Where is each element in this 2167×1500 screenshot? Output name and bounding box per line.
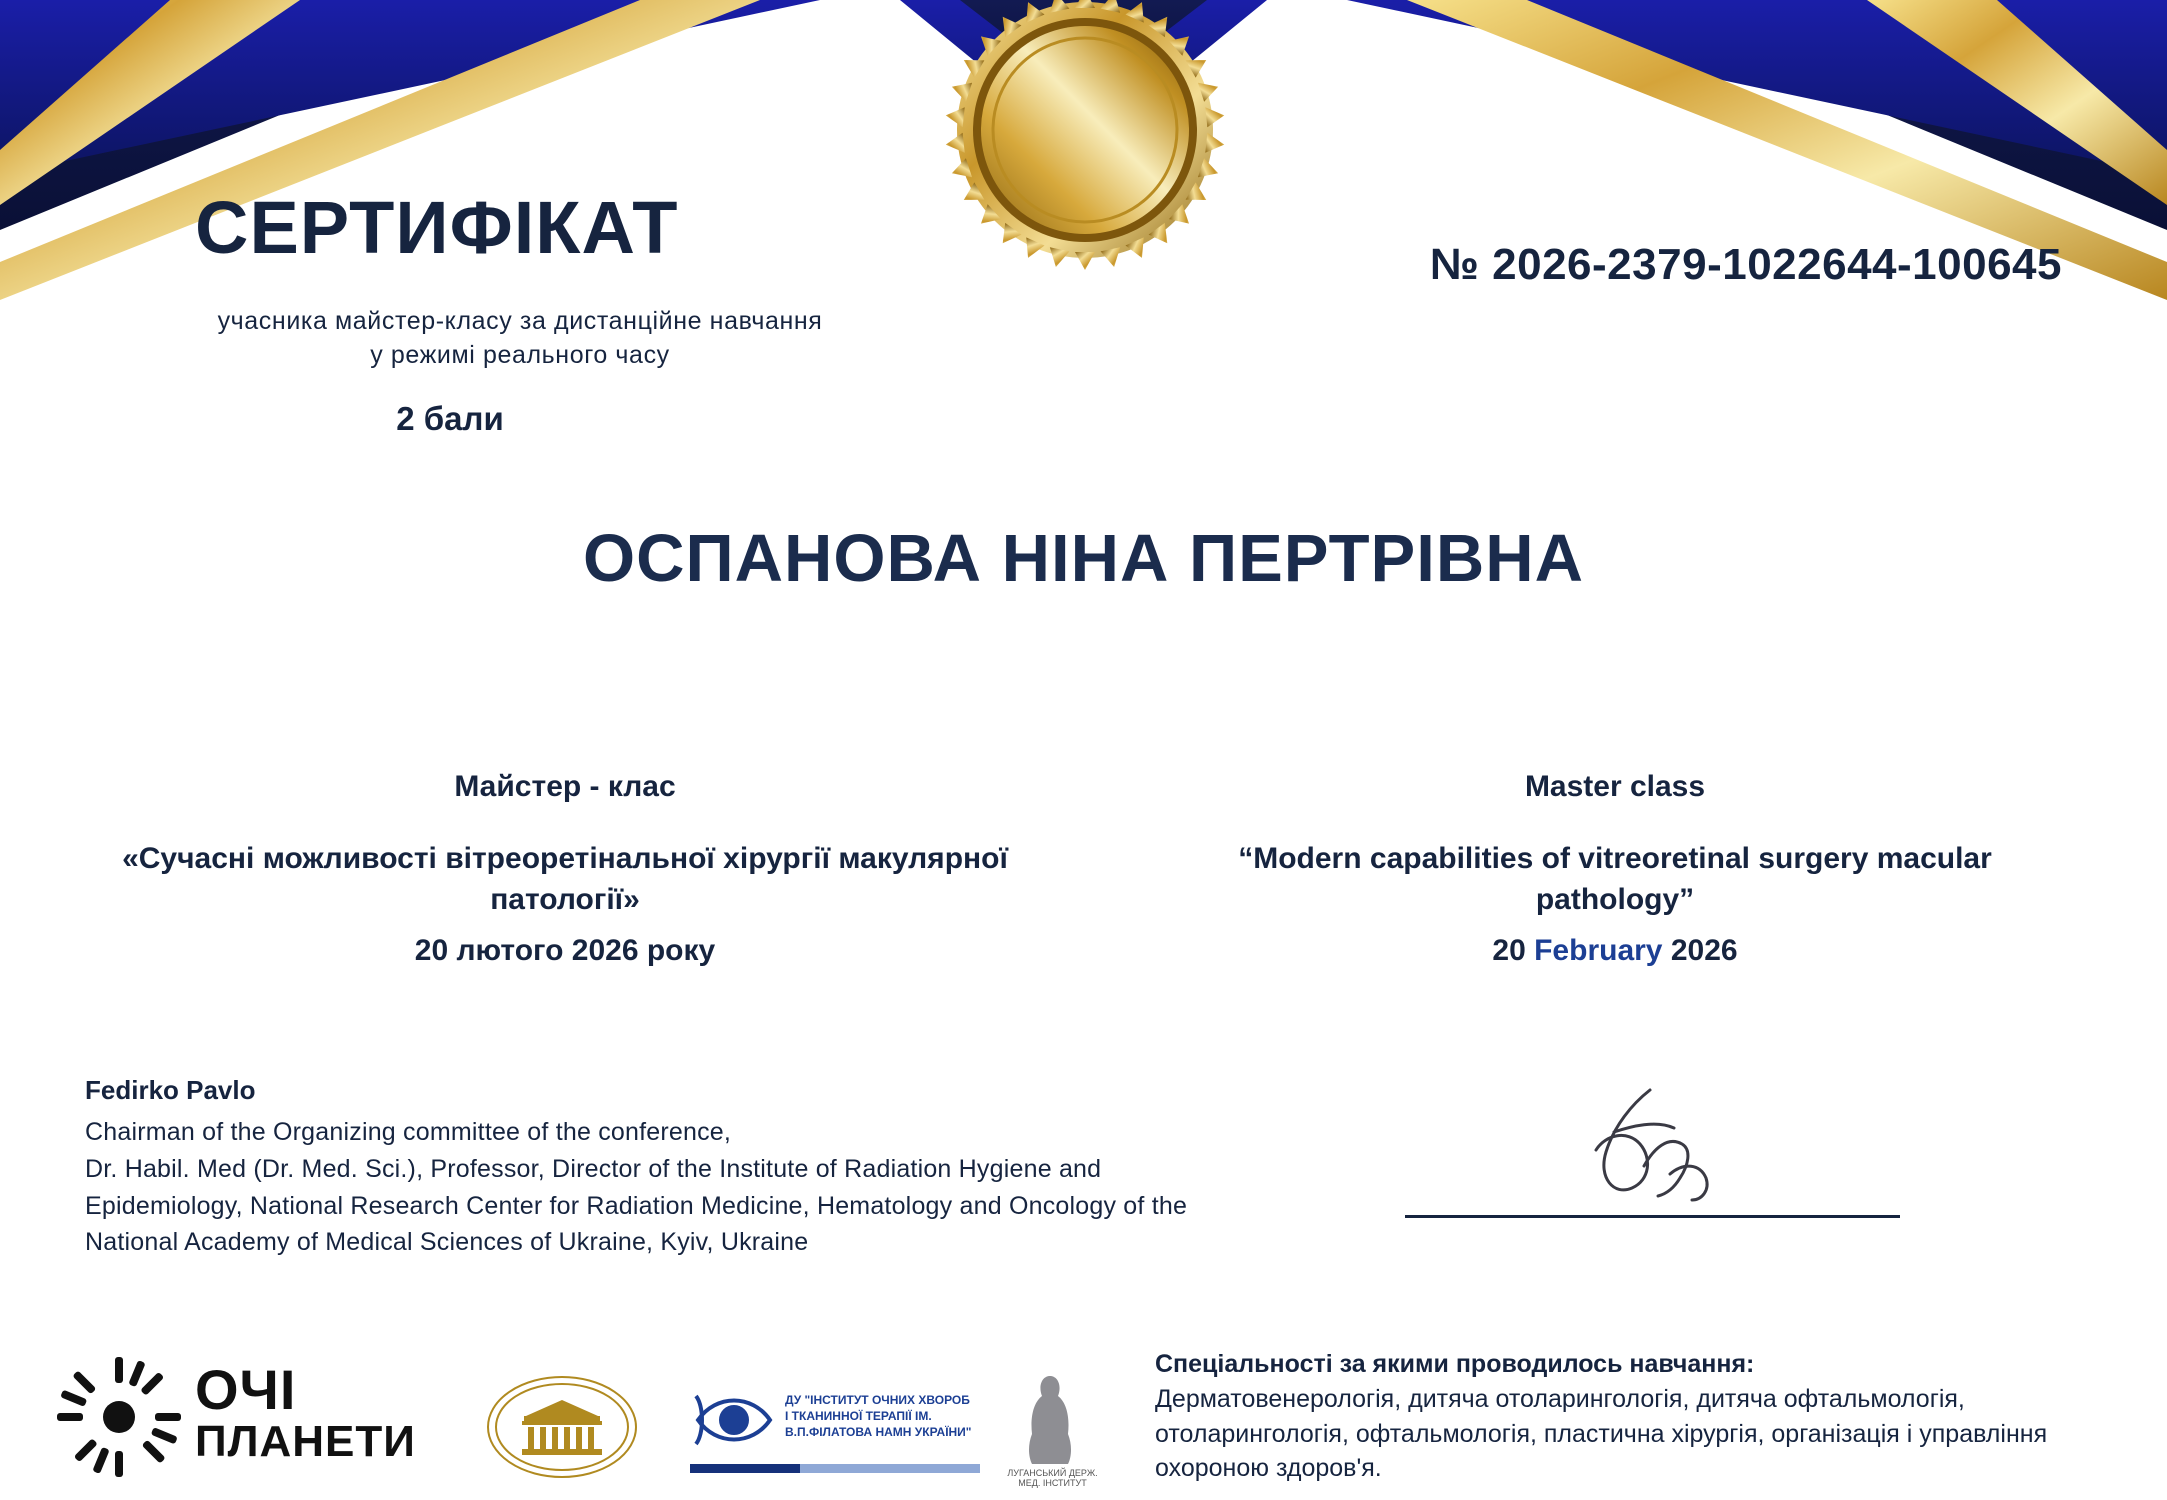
certificate-points: 2 бали [396, 400, 504, 437]
event-date-year-en: 2026 [1670, 934, 1738, 967]
certificate-number: № 2026-2379-1022644-100645 [1429, 240, 2062, 289]
event-date-day-en: 20 [1492, 934, 1526, 967]
handwritten-signature-icon [1400, 1070, 1920, 1230]
certificate-title: СЕРТИФІКАТ [195, 186, 679, 269]
ochi-planety-line1: ОЧІ [195, 1358, 297, 1421]
event-block-uk [60, 770, 1070, 968]
signatory-line-2: Dr. Habil. Med (Dr. Med. Sci.), Professor, Director of the Institute of Radiation Hygiene and [85, 1154, 1102, 1183]
certificate-subtitle-line1: учасника майстер-класу за дистанційне навчання [217, 307, 823, 335]
event-date-uk: 20 лютого 2026 року [414, 934, 716, 967]
ochi-planety-line2: ПЛАНЕТИ [195, 1417, 416, 1466]
event-heading-en: Master class [1524, 770, 1706, 803]
eye-fish-icon [690, 1380, 780, 1460]
signatory-name: Fedirko Pavlo [85, 1075, 256, 1105]
specialities-line-3: охороною здоров'я. [1155, 1454, 1382, 1482]
academy-crest-logo [480, 1370, 645, 1485]
filatov-institute-text: ДУ "ІНСТИТУТ ОЧНИХ ХВОРОБ І ТКАНИННОЇ ТЕРАПІЇ ІМ. В.П.ФІЛАТОВА НАМН УКРАЇНИ" [785, 1393, 972, 1440]
event-topic-uk: «Сучасні можливості вітреоретінальної хірургії макулярної патології» [122, 842, 1008, 916]
signature-rule [1405, 1215, 1900, 1218]
specialities-line-2: отоларингологія, офтальмологія, пластична хірургія, організація і управління [1155, 1419, 2048, 1448]
statue-icon [1010, 1370, 1090, 1470]
ochi-planety-logo [55, 1355, 445, 1485]
filatov-institute-bar [690, 1464, 980, 1473]
recipient-name: ОСПАНОВА НІНА ПЕРТРІВНА [582, 521, 1584, 596]
specialities-line-1: Дерматовенерологія, дитяча отоларингологія, дитяча офтальмологія, [1155, 1385, 1965, 1413]
sunburst-eye-icon [55, 1355, 185, 1483]
medical-institute-logo [1007, 1370, 1098, 1488]
specialities-block [1155, 1350, 2145, 1486]
medical-institute-caption: ЛУГАНСЬКИЙ ДЕРЖ. МЕД. ІНСТИТУТ [1007, 1468, 1098, 1488]
certificate-subtitle [140, 305, 900, 373]
signatory-line-3: Epidemiology, National Research Center for Radiation Medicine, Hematology and Oncology of the [85, 1191, 1188, 1220]
gold-seal-icon [885, 0, 1285, 275]
event-block-en [1110, 770, 2120, 968]
event-topic-en: “Modern capabilities of vitreoretinal surgery macular pathology” [1238, 842, 1992, 916]
event-date-month-en: February [1534, 934, 1663, 967]
event-date-en [1110, 934, 2120, 968]
event-heading-uk: Майстер - клас [454, 770, 676, 803]
specialities-heading: Спеціальності за якими проводилось навчання: [1155, 1350, 1755, 1378]
certificate-subtitle-line2: у режимі реального часу [370, 340, 670, 369]
signatory-line-4: National Academy of Medical Sciences of Ukraine, Kyiv, Ukraine [85, 1228, 809, 1257]
signatory-line-1: Chairman of the Organizing committee of the conference, [85, 1118, 732, 1146]
signatory-block [85, 1075, 1335, 1261]
